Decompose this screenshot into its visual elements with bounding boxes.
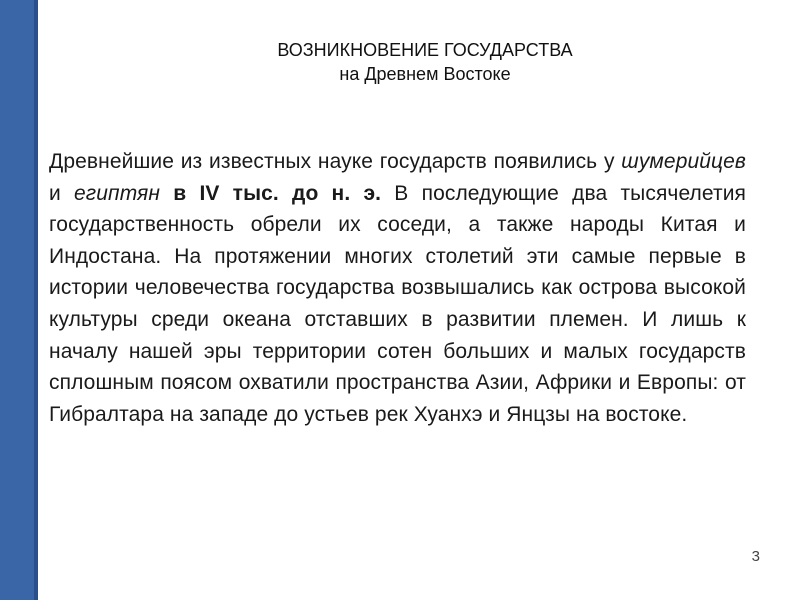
paragraph-text-and: и (49, 181, 75, 205)
left-accent-bar-edge (34, 0, 38, 600)
paragraph-space (160, 182, 173, 205)
page-number: 3 (751, 548, 760, 565)
paragraph-bold-date: в IV тыс. до н. э. (173, 181, 382, 205)
slide-title (100, 38, 750, 86)
paragraph-text-rest: В последующие два тысячелетия государственность обрели их соседи, а также народы Китая и Индостана. На протяжении многих столетий эти самые первые в истории человечества государства возвышались как острова высокой культуры среди океана отставших в развитии племен. И лишь к началу нашей эры территории сотен больших и малых государств сплошным поясом охватили пространства Азии, Африки и Европы: от Гибралтара на западе до устьев рек Хуанхэ и Янцзы на востоке. (49, 181, 747, 426)
paragraph-text-start: Древнейшие из известных науке государств появились у (49, 150, 622, 173)
left-accent-bar (0, 0, 34, 600)
slide-title-line-1: ВОЗНИКНОВЕНИЕ ГОСУДАРСТВА (277, 40, 573, 60)
slide-title-line-2: на Древнем Востоке (339, 64, 511, 84)
slide-body-paragraph (49, 146, 746, 430)
paragraph-italic-sumerians: шумерийцев (621, 150, 746, 173)
paragraph-italic-egyptians: египтян (74, 181, 161, 205)
